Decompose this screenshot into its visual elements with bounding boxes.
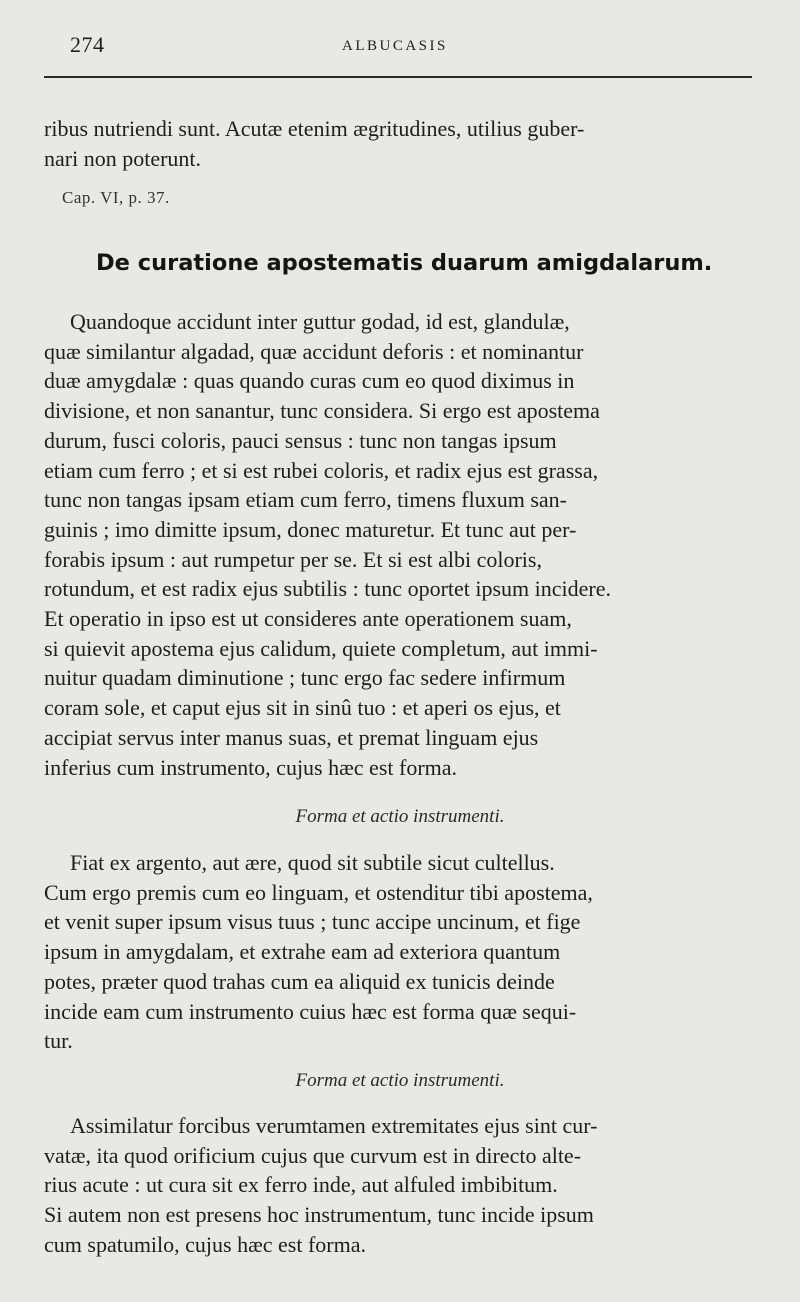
text-line: guinis ; imo dimitte ipsum, donec maturetur. Et tunc aut per- bbox=[44, 516, 577, 542]
text-line: tunc non tangas ipsam etiam cum ferro, timens fluxum san- bbox=[44, 487, 567, 513]
text-line: forabis ipsum : aut rumpetur per se. Et si est albi coloris, bbox=[44, 546, 542, 572]
paragraph-1 bbox=[44, 307, 756, 782]
text-line: cum spatumilo, cujus hæc est forma. bbox=[44, 1231, 366, 1257]
text-line: inferius cum instrumento, cujus hæc est forma. bbox=[44, 754, 458, 780]
text-line: nuitur quadam diminutione ; tunc ergo fac sedere infirmum bbox=[44, 665, 566, 691]
text-line: accipiat servus inter manus suas, et premat linguam ejus bbox=[44, 724, 539, 750]
text-line: incide eam cum instrumento cuius hæc est forma quæ sequi- bbox=[44, 998, 577, 1024]
text-line: Quandoque accidunt inter guttur godad, id est, glandulæ, bbox=[70, 309, 570, 334]
page-number: 274 bbox=[70, 32, 105, 57]
text-line: si quievit apostema ejus calidum, quiete completum, aut immi- bbox=[44, 635, 598, 661]
figure-caption-1: Forma et actio instrumenti. bbox=[295, 806, 505, 827]
header-rule bbox=[44, 76, 752, 78]
text-line: rius acute : ut cura sit ex ferro inde, aut alfuled imbibitum. bbox=[44, 1172, 558, 1198]
text-line: durum, fusci coloris, pauci sensus : tunc non tangas ipsum bbox=[44, 427, 557, 453]
text-line: rotundum, et est radix ejus subtilis : tunc oportet ipsum incidere. bbox=[44, 576, 612, 602]
section-heading: De curatione apostematis duarum amigdalarum. bbox=[96, 250, 713, 276]
text-line: etiam cum ferro ; et si est rubei coloris, et radix ejus est grassa, bbox=[44, 457, 599, 483]
running-head bbox=[70, 32, 770, 62]
intro-paragraph bbox=[44, 114, 756, 173]
text-line: divisione, et non sanantur, tunc considera. Si ergo est apostema bbox=[44, 398, 600, 424]
text-line: vatæ, ita quod orificium cujus que curvum est in directo alte- bbox=[44, 1142, 582, 1168]
text-line: Si autem non est presens hoc instrumentum, tunc incide ipsum bbox=[44, 1202, 594, 1228]
text-line: quæ similantur algadad, quæ accidunt deforis : et nominantur bbox=[44, 338, 584, 364]
figure-caption-2: Forma et actio instrumenti. bbox=[295, 1070, 505, 1091]
text-line: et venit super ipsum visus tuus ; tunc accipe uncinum, et fige bbox=[44, 909, 581, 935]
text-line: Et operatio in ipso est ut consideres ante operationem suam, bbox=[44, 606, 572, 632]
text-line: ribus nutriendi sunt. Acutæ etenim ægritudines, utilius guber- bbox=[44, 116, 585, 141]
paragraph-2 bbox=[44, 848, 756, 1056]
paragraph-3 bbox=[44, 1111, 756, 1260]
text-line: coram sole, et caput ejus sit in sinû tuo : et aperi os ejus, et bbox=[44, 695, 561, 721]
text-line: potes, præter quod trahas cum ea aliquid ex tunicis deinde bbox=[44, 968, 555, 994]
running-title: ALBUCASIS bbox=[342, 38, 448, 54]
text-line: duæ amygdalæ : quas quando curas cum eo quod diximus in bbox=[44, 368, 575, 394]
text-line: tur. bbox=[44, 1028, 73, 1054]
text-line: nari non poterunt. bbox=[44, 145, 202, 171]
text-line: Fiat ex argento, aut ære, quod sit subtile sicut cultellus. bbox=[70, 850, 555, 875]
text-line: Assimilatur forcibus verumtamen extremitates ejus sint cur- bbox=[70, 1113, 598, 1138]
text-line: ipsum in amygdalam, et extrahe eam ad exteriora quantum bbox=[44, 939, 561, 965]
text-line: Cum ergo premis cum eo linguam, et ostenditur tibi apostema, bbox=[44, 879, 593, 905]
chapter-citation: Cap. VI, p. 37. bbox=[62, 188, 170, 207]
